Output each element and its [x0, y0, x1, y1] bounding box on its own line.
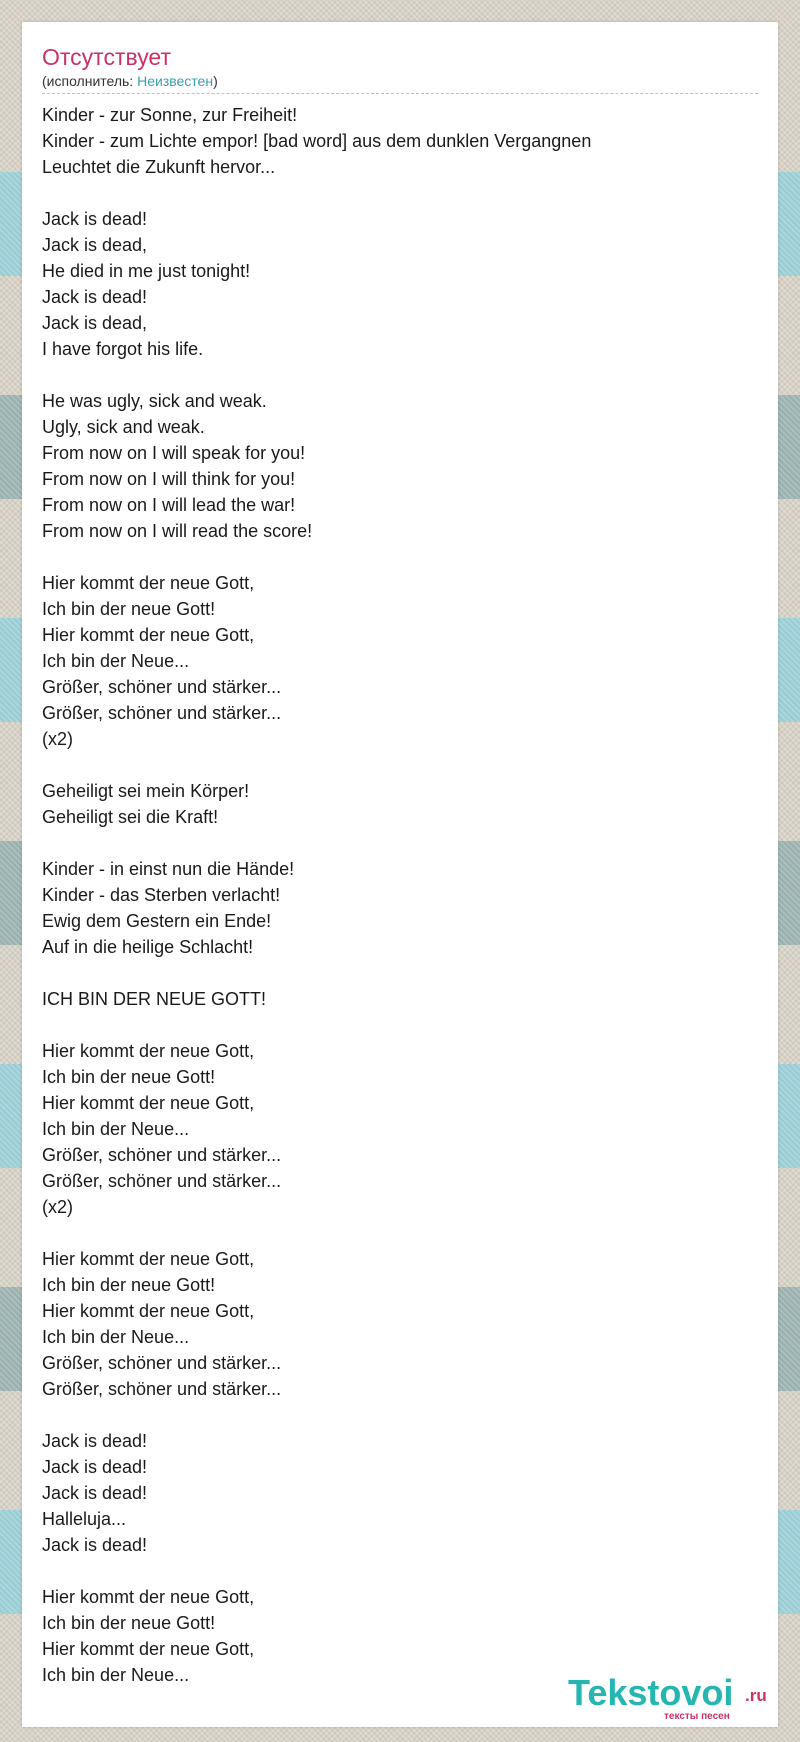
artist-suffix: ) — [213, 73, 218, 89]
artist-prefix: (исполнитель: — [42, 73, 138, 89]
song-title: Отсутствует — [42, 44, 171, 70]
artist-line — [42, 72, 758, 94]
site-logo[interactable] — [568, 1673, 778, 1727]
lyrics-text: Kinder - zur Sonne, zur Freiheit! Kinder - zum Lichte empor! [bad word] aus dem dunklen Vergangnen Leuchtet die Zukunft hervor... Jack is dead! Jack is dead, He died in me just tonight! Jack is dead! Jack is dead, I have forgot his life. He was ugly, sick and weak. Ugly, sick and weak. From now on I will speak for you! From now on I will think for you! From now on I will lead the war! From now on I will read the score! Hier kommt der neue Gott, Ich bin der neue Gott! Hier kommt der neue Gott, Ich bin der Neue... Größer, schöner und stärker... Größer, schöner und stärker... (x2) Geheiligt sei mein Körper! Geheiligt sei die Kraft! Kinder - in einst nun die Hände! Kinder - das Sterben verlacht! Ewig dem Gestern ein Ende! Auf in die heilige Schlacht! ICH BIN DER NEUE GOTT! Hier kommt der neue Gott, Ich bin der neue Gott! Hier kommt der neue Gott, Ich bin der Neue... Größer, schöner und stärker... Größer, schöner und stärker... (x2) Hier kommt der neue Gott, Ich bin der neue Gott! Hier kommt der neue Gott, Ich bin der Neue... Größer, schöner und stärker... Größer, schöner und stärker... Jack is dead! Jack is dead! Jack is dead! Halleluja... Jack is dead! Hier kommt der neue Gott, Ich bin der neue Gott! Hier kommt der neue Gott, Ich bin der Neue... — [42, 105, 592, 1685]
logo-wordmark: Tekstovoi — [568, 1672, 734, 1713]
artist-link[interactable]: Неизвестен — [137, 73, 214, 89]
logo-domain: .ru — [745, 1686, 767, 1705]
logo-subtitle: тексты песен — [664, 1711, 730, 1722]
lyrics-card — [22, 22, 778, 1727]
